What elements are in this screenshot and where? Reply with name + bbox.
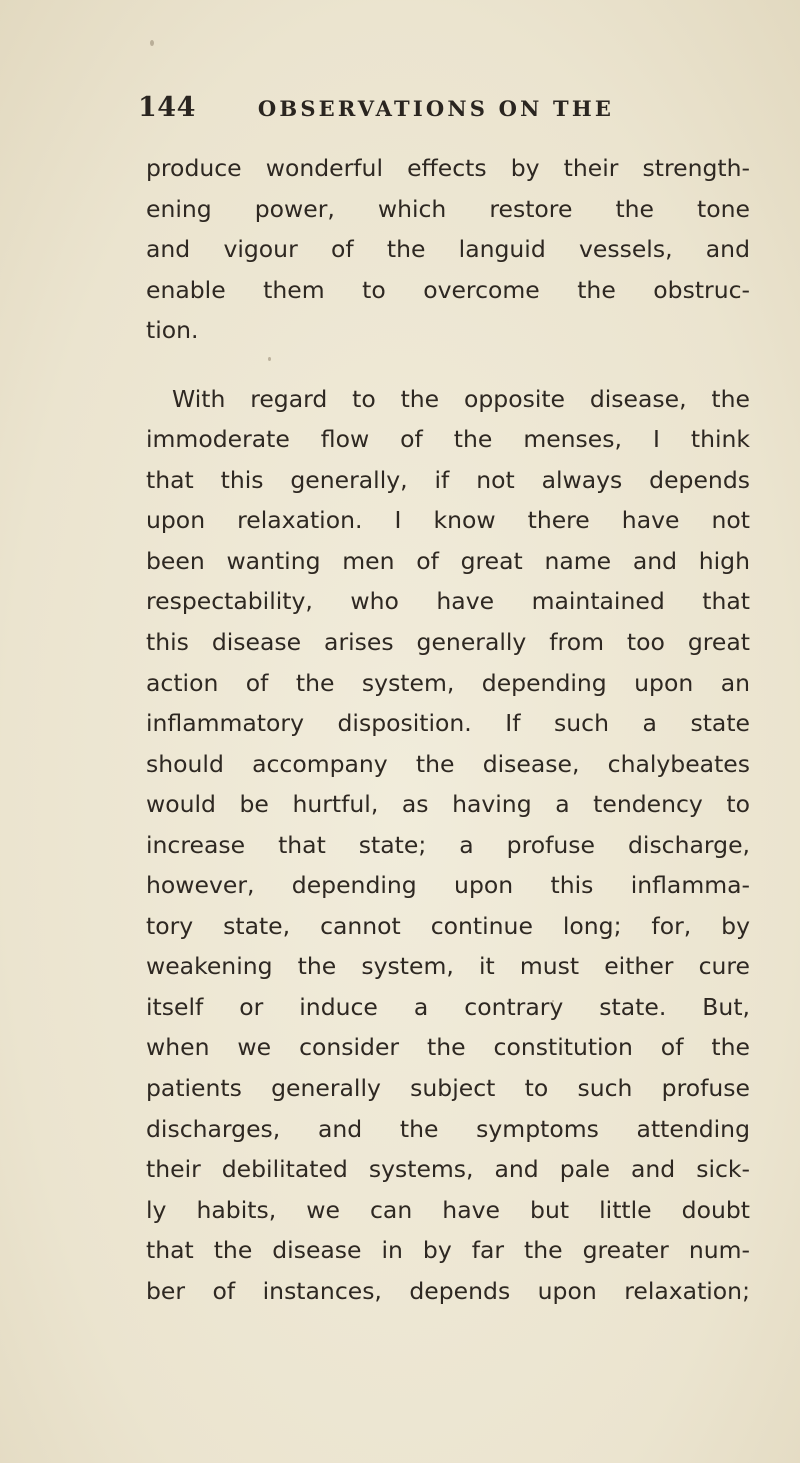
page-number: 144 — [138, 92, 196, 123]
running-head — [138, 92, 758, 132]
text-line: been wanting men of great name and high — [146, 546, 750, 575]
text-line: produce wonderful effects by their strength- — [146, 154, 750, 182]
text-line: their debilitated systems, and pale and sick- — [146, 1155, 750, 1184]
text-line: that this generally, if not always depends — [146, 465, 750, 494]
text-line: and vigour of the languid vessels, and — [146, 235, 750, 264]
text-line: With regard to the opposite disease, the — [172, 384, 750, 413]
text-line: itself or induce a contrary state. But, — [146, 992, 750, 1021]
text-line: increase that state; a profuse discharge, — [146, 830, 750, 859]
text-line: ber of instances, depends upon relaxation; — [146, 1276, 750, 1305]
text-line: ening power, which restore the tone — [146, 194, 750, 223]
text-line: weakening the system, it must either cure — [146, 952, 750, 981]
paragraph-2 — [146, 379, 750, 1312]
text-line: ly habits, we can have but little doubt — [146, 1195, 750, 1224]
text-line: would be hurtful, as having a tendency to — [146, 790, 750, 819]
paragraph-gap — [146, 351, 750, 379]
body-text — [146, 148, 750, 1311]
text-line: tion. — [146, 316, 199, 345]
text-line: discharges, and the symptoms attending — [146, 1114, 750, 1143]
text-line: upon relaxation. I know there have not — [146, 506, 750, 535]
text-line: respectability, who have maintained that — [146, 587, 750, 616]
text-line: patients generally subject to such profuse — [146, 1074, 750, 1103]
text-line: should accompany the disease, chalybeates — [146, 749, 750, 778]
text-line: however, depending upon this inflamma- — [146, 871, 750, 900]
text-line: action of the system, depending upon an — [146, 668, 750, 697]
text-line: inflammatory disposition. If such a state — [146, 709, 750, 738]
text-line: immoderate flow of the menses, I think — [146, 425, 750, 454]
text-line: this disease arises generally from too great — [146, 628, 750, 657]
text-line: tory state, cannot continue long; for, by — [146, 911, 750, 940]
paragraph-1 — [146, 148, 750, 351]
text-line: that the disease in by far the greater num- — [146, 1236, 750, 1265]
paper-speck — [150, 40, 154, 46]
text-line: when we consider the constitution of the — [146, 1033, 750, 1062]
running-title: OBSERVATIONS ON THE — [257, 96, 615, 121]
text-line: enable them to overcome the obstruc- — [146, 275, 750, 304]
